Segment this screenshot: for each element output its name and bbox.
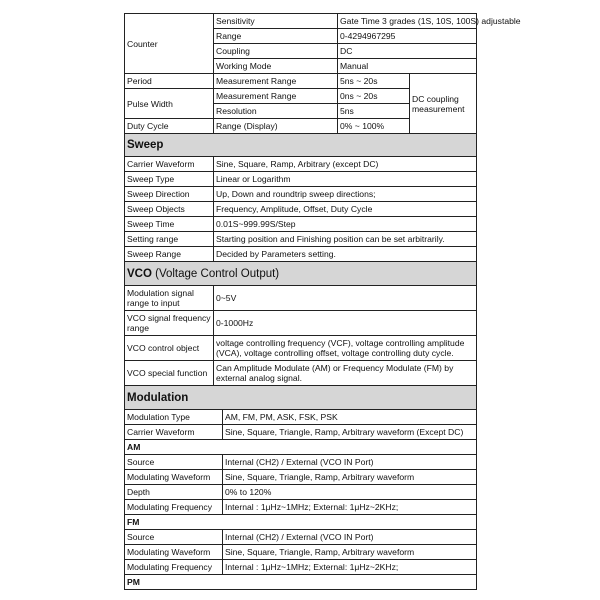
value-cell: Gate Time 3 grades (1S, 10S, 100S) adjustable: [338, 14, 477, 29]
modulation-table: [124, 385, 477, 590]
table-row: [125, 286, 477, 311]
table-row: [125, 187, 477, 202]
table-row: [125, 560, 477, 575]
section-header: [125, 134, 477, 157]
section-header: [125, 262, 477, 286]
param-cell: Range (Display): [214, 119, 338, 134]
value-cell: 0.01S~999.99S/Step: [214, 217, 477, 232]
label-cell: Modulating Waveform: [125, 545, 223, 560]
label-cell: VCO control object: [125, 336, 214, 361]
value-cell: Manual: [338, 59, 477, 74]
label-cell: Sweep Type: [125, 172, 214, 187]
counter-label: Counter: [125, 14, 214, 74]
value-cell: 0ns ~ 20s: [338, 89, 410, 104]
value-cell: 5ns ~ 20s: [338, 74, 410, 89]
value-cell: 0% ~ 100%: [338, 119, 410, 134]
label-cell: Setting range: [125, 232, 214, 247]
label-cell: Sweep Direction: [125, 187, 214, 202]
param-cell: Sensitivity: [214, 14, 338, 29]
am-title: AM: [125, 440, 477, 455]
table-row: [125, 545, 477, 560]
table-row: [125, 217, 477, 232]
label-cell: Source: [125, 530, 223, 545]
spec-sheet: [124, 13, 521, 590]
pulse-width-label: Pulse Width: [125, 89, 214, 119]
table-row: [125, 530, 477, 545]
table-row: [125, 470, 477, 485]
label-cell: Carrier Waveform: [125, 425, 223, 440]
vco-title-bold: VCO: [127, 267, 152, 280]
value-cell: 0~5V: [214, 286, 477, 311]
label-cell: Modulating Waveform: [125, 470, 223, 485]
value-cell: Sine, Square, Triangle, Ramp, Arbitrary waveform: [223, 470, 477, 485]
param-cell: Working Mode: [214, 59, 338, 74]
table-row: [125, 455, 477, 470]
table-row: [125, 172, 477, 187]
label-cell: Source: [125, 455, 223, 470]
value-cell: Sine, Square, Ramp, Arbitrary (except DC): [214, 157, 477, 172]
duty-cycle-label: Duty Cycle: [125, 119, 214, 134]
period-label: Period: [125, 74, 214, 89]
value-cell: Internal : 1μHz~1MHz; External: 1μHz~2KHz;: [223, 500, 477, 515]
label-cell: Sweep Range: [125, 247, 214, 262]
note-line: DC coupling: [412, 93, 459, 104]
counter-table: [124, 13, 521, 134]
param-cell: Measurement Range: [214, 74, 338, 89]
value-cell: 0% to 120%: [223, 485, 477, 500]
table-row: [125, 311, 477, 336]
label-cell: VCO special function: [125, 361, 214, 386]
table-row: [125, 202, 477, 217]
value-cell: Linear or Logarithm: [214, 172, 477, 187]
table-row: [125, 247, 477, 262]
label-cell: Modulation signal range to input: [125, 286, 214, 311]
table-row: [125, 232, 477, 247]
param-cell: Measurement Range: [214, 89, 338, 104]
dc-coupling-note: [410, 74, 477, 134]
value-cell: Can Amplitude Modulate (AM) or Frequency Modulate (FM) by external analog signal.: [214, 361, 477, 386]
section-header: [125, 386, 477, 410]
value-cell: Sine, Square, Triangle, Ramp, Arbitrary waveform: [223, 545, 477, 560]
table-row: [125, 336, 477, 361]
value-cell: 0-1000Hz: [214, 311, 477, 336]
table-row: [125, 425, 477, 440]
value-cell: Frequency, Amplitude, Offset, Duty Cycle: [214, 202, 477, 217]
label-cell: Sweep Objects: [125, 202, 214, 217]
value-cell: Sine, Square, Triangle, Ramp, Arbitrary waveform (Except DC): [223, 425, 477, 440]
subsection-header: [125, 575, 477, 590]
table-row: [125, 410, 477, 425]
vco-table: [124, 261, 477, 386]
value-cell: 5ns: [338, 104, 410, 119]
sweep-title: Sweep: [125, 134, 477, 157]
label-cell: Carrier Waveform: [125, 157, 214, 172]
table-row: [125, 14, 477, 29]
modulation-title: Modulation: [125, 386, 477, 410]
fm-title: FM: [125, 515, 477, 530]
label-cell: Modulation Type: [125, 410, 223, 425]
table-row: [125, 500, 477, 515]
value-cell: 0-4294967295: [338, 29, 477, 44]
value-cell: DC: [338, 44, 477, 59]
subsection-header: [125, 515, 477, 530]
value-cell: AM, FM, PM, ASK, FSK, PSK: [223, 410, 477, 425]
note-line: measurement: [412, 103, 465, 114]
table-row: [125, 485, 477, 500]
param-cell: Coupling: [214, 44, 338, 59]
param-cell: Range: [214, 29, 338, 44]
value-cell: Starting position and Finishing position can be set arbitrarily.: [214, 232, 477, 247]
vco-title-rest: (Voltage Control Output): [151, 267, 280, 280]
label-cell: Modulating Frequency: [125, 560, 223, 575]
table-row: [125, 157, 477, 172]
table-row: [125, 74, 477, 89]
vco-title: [125, 262, 477, 286]
label-cell: VCO signal frequency range: [125, 311, 214, 336]
value-cell: Internal (CH2) / External (VCO IN Port): [223, 455, 477, 470]
label-cell: Sweep Time: [125, 217, 214, 232]
sweep-table: [124, 133, 477, 262]
label-cell: Depth: [125, 485, 223, 500]
subsection-header: [125, 440, 477, 455]
value-cell: voltage controlling frequency (VCF), voltage controlling amplitude (VCA), voltage controlling offset, voltage controlling duty cycle.: [214, 336, 477, 361]
param-cell: Resolution: [214, 104, 338, 119]
value-cell: Decided by Parameters setting.: [214, 247, 477, 262]
value-cell: Up, Down and roundtrip sweep directions;: [214, 187, 477, 202]
value-cell: Internal : 1μHz~1MHz; External: 1μHz~2KHz;: [223, 560, 477, 575]
table-row: [125, 361, 477, 386]
pm-title: PM: [125, 575, 477, 590]
label-cell: Modulating Frequency: [125, 500, 223, 515]
value-cell: Internal (CH2) / External (VCO IN Port): [223, 530, 477, 545]
